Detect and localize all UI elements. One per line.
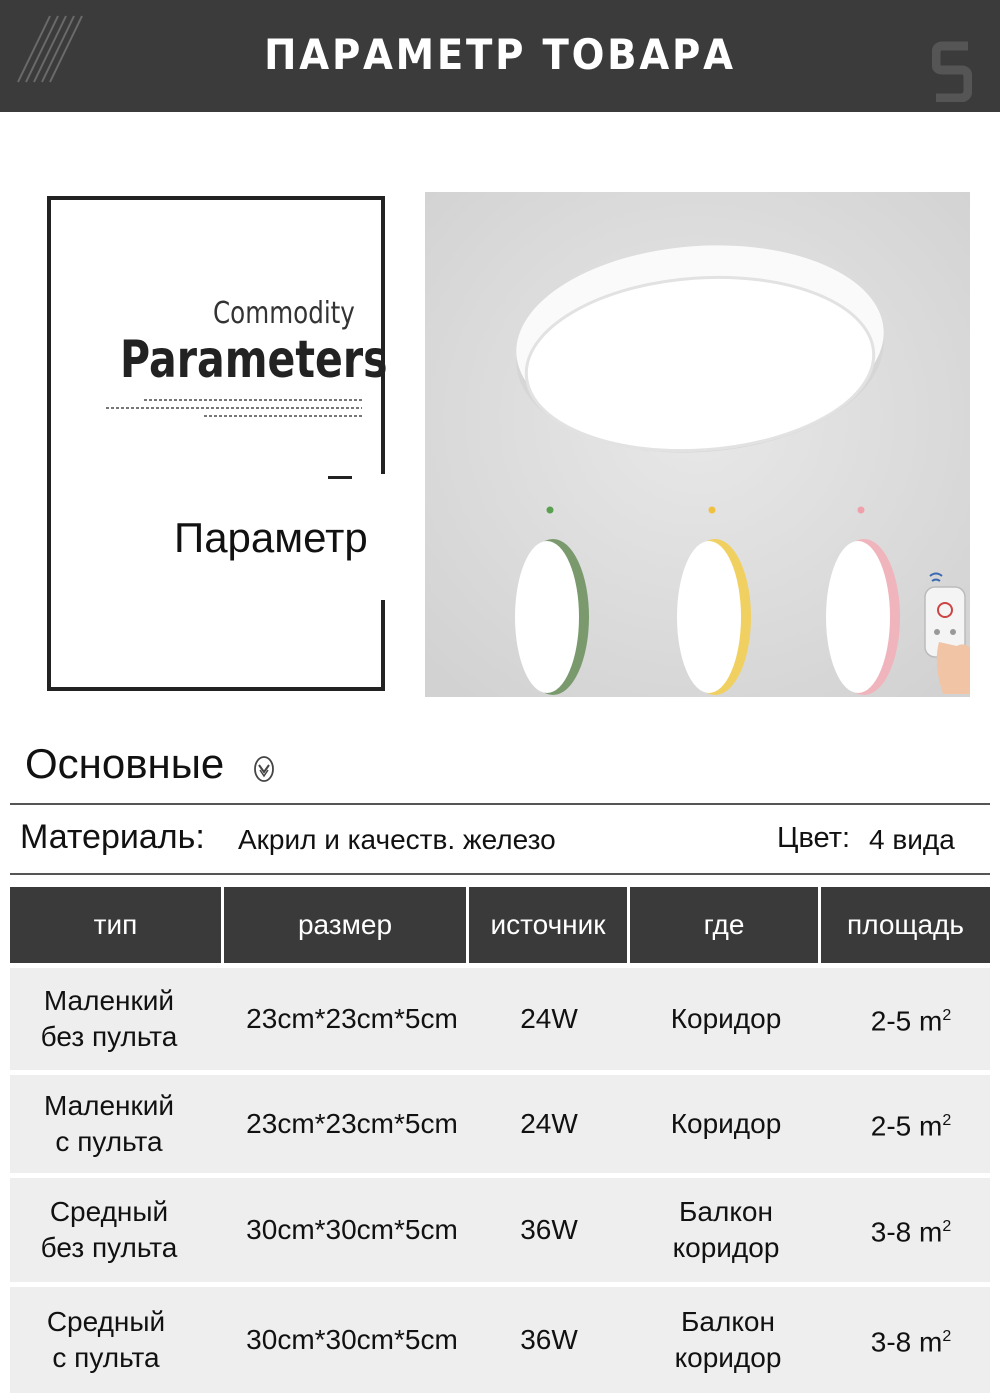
header-banner	[0, 0, 1000, 112]
commodity-subtitle: Commodity	[213, 296, 355, 331]
cell-area: 3-8 $m^2$	[870, 1326, 952, 1358]
cell-where: Коридор	[670, 1003, 782, 1034]
table-row	[10, 968, 990, 1070]
table-header	[10, 887, 990, 963]
cell-power: 24W	[520, 1108, 578, 1139]
header-size: размер	[224, 887, 466, 963]
color-value: 4 вида	[869, 824, 955, 855]
cell-power: 36W	[520, 1214, 578, 1245]
frame-dash	[328, 476, 352, 479]
parameter-label: Параметр	[174, 514, 368, 561]
cell-type: Маленкий без пульта	[40, 985, 178, 1052]
cell-type: Средный с пульта	[46, 1306, 166, 1373]
header-area: площадь	[821, 887, 990, 963]
cell-area: 2-5 $m^2$	[870, 1005, 952, 1037]
chevron-down-circle-icon	[253, 755, 275, 783]
table-row	[10, 1178, 990, 1282]
divider-bottom	[10, 873, 990, 875]
cell-size: 30cm*30cm*5cm	[246, 1324, 458, 1355]
cell-type: Средный без пульта	[40, 1196, 178, 1263]
cell-size: 30cm*30cm*5cm	[246, 1214, 458, 1245]
cell-where: Коридор	[670, 1108, 782, 1139]
cell-power: 24W	[520, 1003, 578, 1034]
product-photo	[425, 192, 970, 697]
color-label: Цвет:	[777, 822, 851, 854]
cell-type: Маленкий с пульта	[43, 1090, 175, 1157]
cell-size: 23cm*23cm*5cm	[246, 1003, 458, 1034]
material-value: Акрил и качеств. железо	[238, 824, 556, 855]
header-where: где	[630, 887, 818, 963]
cell-power: 36W	[520, 1324, 578, 1355]
fine-print-decoration	[106, 396, 362, 420]
table-row	[10, 1287, 990, 1393]
table-row	[10, 1075, 990, 1173]
header-source: источник	[469, 887, 627, 963]
commodity-title: Parameters	[120, 330, 388, 390]
ceiling-lamp-illustration	[425, 192, 970, 697]
divider-top	[10, 803, 990, 805]
section-heading: Основные	[25, 740, 225, 787]
cell-size: 23cm*23cm*5cm	[246, 1108, 458, 1139]
page-title: ПАРАМЕТР ТОВАРА	[264, 30, 736, 79]
decorative-corner-glyph	[932, 40, 972, 102]
header-type: тип	[10, 887, 221, 963]
material-label: Материаль:	[20, 818, 205, 856]
cell-where: Балкон коридор	[674, 1306, 782, 1373]
commodity-frame	[47, 196, 383, 689]
cell-area: 3-8 $m^2$	[870, 1216, 952, 1248]
cell-area: 2-5 $m^2$	[870, 1110, 952, 1142]
cell-where: Балкон коридор	[672, 1196, 780, 1263]
frame-border	[47, 196, 387, 693]
